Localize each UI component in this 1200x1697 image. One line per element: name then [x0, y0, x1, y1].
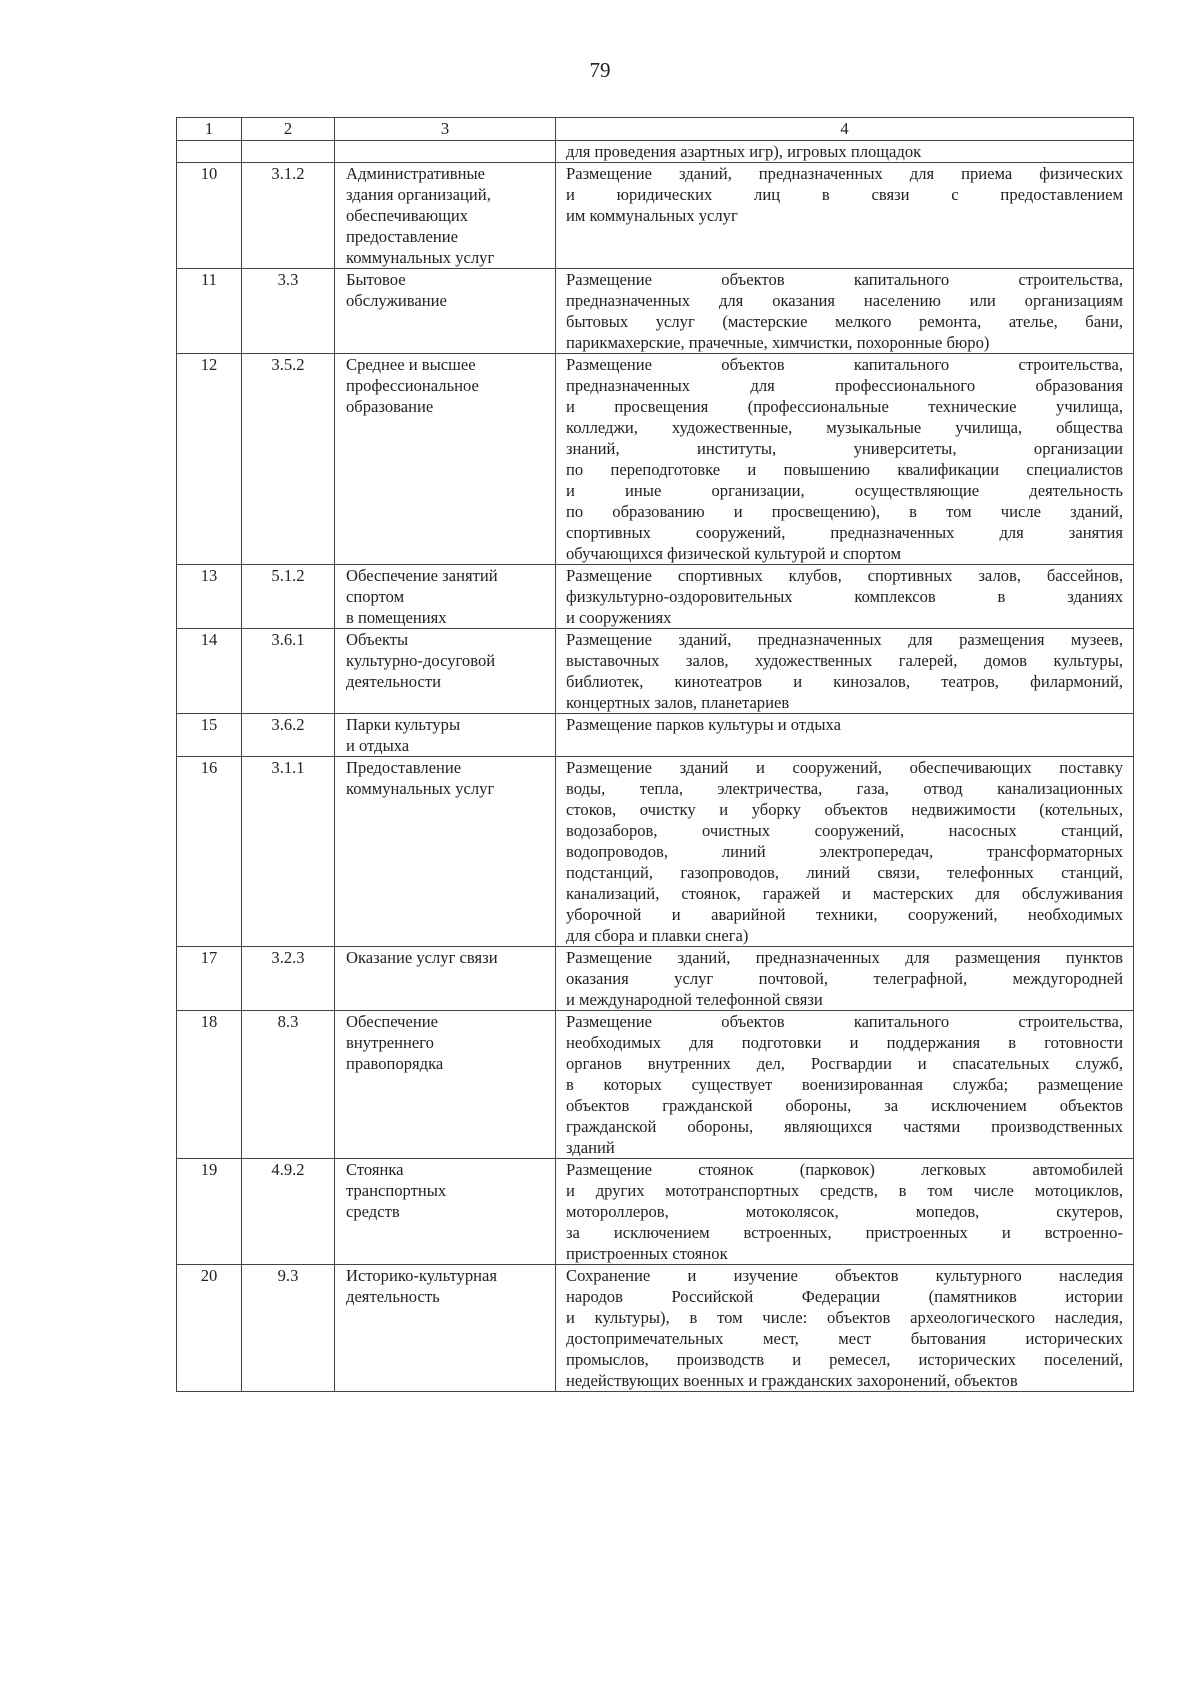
land-use-table [176, 117, 1134, 1392]
use-name-line: Обеспечение [346, 1012, 439, 1031]
use-code: 5.1.2 [242, 565, 335, 629]
use-name [335, 947, 556, 1011]
use-code: 3.3 [242, 269, 335, 354]
use-name-line: Административные [346, 164, 485, 183]
use-description-line: для проведения азартных игр), игровых площадок [566, 142, 922, 161]
table-header-row [177, 118, 1134, 141]
use-description-line: Размещение парков культуры и отдыха [566, 715, 841, 734]
use-name [335, 629, 556, 714]
use-description [556, 163, 1134, 269]
use-description-line: бытовых услуг (мастерские мелкого ремонта, ателье, бани, [566, 312, 1123, 331]
use-description-line: Размещение объектов капитального строительства, [566, 355, 1123, 374]
table-row [177, 1011, 1134, 1159]
use-code: 3.1.2 [242, 163, 335, 269]
use-description-line: недействующих военных и гражданских захоронений, объектов [566, 1371, 1018, 1390]
use-description-line: Размещение зданий, предназначенных для размещения музеев, [566, 630, 1123, 649]
use-code [242, 141, 335, 163]
use-name-line: Предоставление [346, 758, 462, 777]
use-description-line: и юридических лиц в связи с предоставлением [566, 185, 1123, 204]
table-row [177, 629, 1134, 714]
use-description [556, 947, 1134, 1011]
use-name-line: и отдыха [346, 736, 410, 755]
use-description-line: подстанций, газопроводов, линий связи, телефонных станций, [566, 863, 1123, 882]
use-name-line: предоставление [346, 227, 459, 246]
use-description-line: народов Российской Федерации (памятников истории [566, 1287, 1123, 1306]
use-name [335, 1159, 556, 1265]
use-name-line: коммунальных услуг [346, 779, 495, 798]
column-header-1: 1 [177, 118, 242, 141]
row-number: 18 [177, 1011, 242, 1159]
use-code: 3.5.2 [242, 354, 335, 565]
row-number: 20 [177, 1265, 242, 1392]
use-description-line: объектов гражданской обороны, за исключением объектов [566, 1096, 1123, 1115]
use-name [335, 714, 556, 757]
column-header-3: 3 [335, 118, 556, 141]
use-name-line: в помещениях [346, 608, 447, 627]
use-description-line: Сохранение и изучение объектов культурного наследия [566, 1266, 1123, 1285]
row-number: 17 [177, 947, 242, 1011]
use-name-line: Объекты [346, 630, 409, 649]
use-name [335, 354, 556, 565]
use-name-line: Среднее и высшее [346, 355, 476, 374]
use-name [335, 1265, 556, 1392]
use-name-line: здания организаций, [346, 185, 491, 204]
use-code: 3.6.1 [242, 629, 335, 714]
use-name-line: правопорядка [346, 1054, 444, 1073]
use-name-line: деятельность [346, 1287, 440, 1306]
use-description-line: в которых существует военизированная служба; размещение [566, 1075, 1123, 1094]
table-row [177, 757, 1134, 947]
use-name-line: транспортных [346, 1181, 447, 1200]
use-description-line: обучающихся физической культурой и спортом [566, 544, 901, 563]
table-row [177, 1159, 1134, 1265]
row-number: 13 [177, 565, 242, 629]
page-number: 79 [589, 58, 611, 82]
table-body [177, 141, 1134, 1392]
use-description-line: им коммунальных услуг [566, 206, 738, 225]
use-description-line: физкультурно-оздоровительных комплексов в зданиях [566, 587, 1123, 606]
use-name [335, 141, 556, 163]
use-description-line: библиотек, кинотеатров и кинозалов, театров, филармоний, [566, 672, 1123, 691]
table-row [177, 354, 1134, 565]
use-name-line: деятельности [346, 672, 441, 691]
use-description [556, 629, 1134, 714]
use-description-line: органов внутренних дел, Росгвардии и спасательных служб, [566, 1054, 1123, 1073]
row-number: 11 [177, 269, 242, 354]
use-description-line: и международной телефонной связи [566, 990, 823, 1009]
use-description-line: стоков, очистку и уборку объектов недвижимости (котельных, [566, 800, 1123, 819]
use-description-line: канализаций, стоянок, гаражей и мастерских для обслуживания [566, 884, 1123, 903]
use-description-line: промыслов, производств и ремесел, исторических поселений, [566, 1350, 1123, 1369]
use-description [556, 354, 1134, 565]
use-description-line: Размещение зданий, предназначенных для приема физических [566, 164, 1123, 183]
use-description-line: и иные организации, осуществляющие деятельность [566, 481, 1123, 500]
use-description-line: парикмахерские, прачечные, химчистки, похоронные бюро) [566, 333, 990, 352]
use-name-line: Оказание услуг связи [346, 948, 498, 967]
use-description-line: воды, тепла, электричества, газа, отвод канализационных [566, 779, 1123, 798]
use-name-line: Стоянка [346, 1160, 404, 1179]
table-row [177, 947, 1134, 1011]
use-description [556, 1265, 1134, 1392]
use-name-line: средств [346, 1202, 400, 1221]
table-row [177, 714, 1134, 757]
use-code: 8.3 [242, 1011, 335, 1159]
table-row [177, 269, 1134, 354]
use-code: 4.9.2 [242, 1159, 335, 1265]
use-description-line: Размещение спортивных клубов, спортивных залов, бассейнов, [566, 566, 1123, 585]
use-description [556, 714, 1134, 757]
use-description-line: мотороллеров, мотоколясок, мопедов, скутеров, [566, 1202, 1123, 1221]
use-name [335, 1011, 556, 1159]
use-description-line: выставочных залов, художественных галерей, домов культуры, [566, 651, 1123, 670]
column-header-4: 4 [556, 118, 1134, 141]
use-name-line: Парки культуры [346, 715, 461, 734]
use-description-line: и культуры), в том числе: объектов археологического наследия, [566, 1308, 1123, 1327]
use-description-line: необходимых для подготовки и поддержания в готовности [566, 1033, 1123, 1052]
use-description-line: по переподготовке и повышению квалификации специалистов [566, 460, 1123, 479]
use-name-line: коммунальных услуг [346, 248, 495, 267]
use-description-line: предназначенных для профессионального образования [566, 376, 1123, 395]
use-description-line: и других мототранспортных средств, в том числе мотоциклов, [566, 1181, 1123, 1200]
use-description-line: концертных залов, планетариев [566, 693, 790, 712]
use-name-line: внутреннего [346, 1033, 434, 1052]
use-name-line: Бытовое [346, 270, 406, 289]
use-description-line: пристроенных стоянок [566, 1244, 728, 1263]
row-number: 14 [177, 629, 242, 714]
use-description-line: Размещение зданий и сооружений, обеспечивающих поставку [566, 758, 1123, 777]
use-description [556, 1159, 1134, 1265]
use-description [556, 269, 1134, 354]
use-description-line: предназначенных для оказания населению или организациям [566, 291, 1123, 310]
use-name-line: Историко-культурная [346, 1266, 498, 1285]
use-code: 3.2.3 [242, 947, 335, 1011]
use-name-line: культурно-досуговой [346, 651, 496, 670]
use-name [335, 163, 556, 269]
use-description-line: за исключением встроенных, пристроенных и встроенно- [566, 1223, 1123, 1242]
use-description-line: и сооружениях [566, 608, 672, 627]
use-name-line: профессиональное [346, 376, 479, 395]
table-row [177, 565, 1134, 629]
use-code: 3.1.1 [242, 757, 335, 947]
row-number [177, 141, 242, 163]
use-description-line: знаний, институты, университеты, организации [566, 439, 1123, 458]
use-name-line: спортом [346, 587, 405, 606]
use-description-line: Размещение объектов капитального строительства, [566, 1012, 1123, 1031]
use-description-line: оказания услуг почтовой, телеграфной, междугородней [566, 969, 1123, 988]
use-description-line: спортивных сооружений, предназначенных для занятия [566, 523, 1123, 542]
use-description-line: зданий [566, 1138, 615, 1157]
use-description-line: водозаборов, очистных сооружений, насосных станций, [566, 821, 1123, 840]
use-description [556, 757, 1134, 947]
use-description-line: для сбора и плавки снега) [566, 926, 749, 945]
use-name [335, 757, 556, 947]
use-description-line: и просвещения (профессиональные технические училища, [566, 397, 1123, 416]
use-description-line: гражданской обороны, являющихся частями производственных [566, 1117, 1123, 1136]
use-description-line: уборочной и аварийной техники, сооружений, необходимых [566, 905, 1123, 924]
use-name [335, 269, 556, 354]
use-description-line: Размещение объектов капитального строительства, [566, 270, 1123, 289]
use-description [556, 565, 1134, 629]
column-header-2: 2 [242, 118, 335, 141]
use-description-line: Размещение стоянок (парковок) легковых автомобилей [566, 1160, 1123, 1179]
use-description-line: колледжи, художественные, музыкальные училища, общества [566, 418, 1123, 437]
use-name-line: обслуживание [346, 291, 447, 310]
row-number: 16 [177, 757, 242, 947]
table-row [177, 163, 1134, 269]
use-description [556, 1011, 1134, 1159]
row-number: 19 [177, 1159, 242, 1265]
use-description-line: Размещение зданий, предназначенных для размещения пунктов [566, 948, 1123, 967]
table-row [177, 141, 1134, 163]
table-row [177, 1265, 1134, 1392]
row-number: 12 [177, 354, 242, 565]
use-description [556, 141, 1134, 163]
use-code: 9.3 [242, 1265, 335, 1392]
row-number: 15 [177, 714, 242, 757]
row-number: 10 [177, 163, 242, 269]
use-description-line: достопримечательных мест, мест бытования исторических [566, 1329, 1123, 1348]
use-name-line: образование [346, 397, 434, 416]
use-code: 3.6.2 [242, 714, 335, 757]
use-name [335, 565, 556, 629]
use-description-line: по образованию и просвещению), в том числе зданий, [566, 502, 1123, 521]
use-name-line: Обеспечение занятий [346, 566, 498, 585]
use-description-line: водопроводов, линий электропередач, трансформаторных [566, 842, 1123, 861]
use-name-line: обеспечивающих [346, 206, 469, 225]
